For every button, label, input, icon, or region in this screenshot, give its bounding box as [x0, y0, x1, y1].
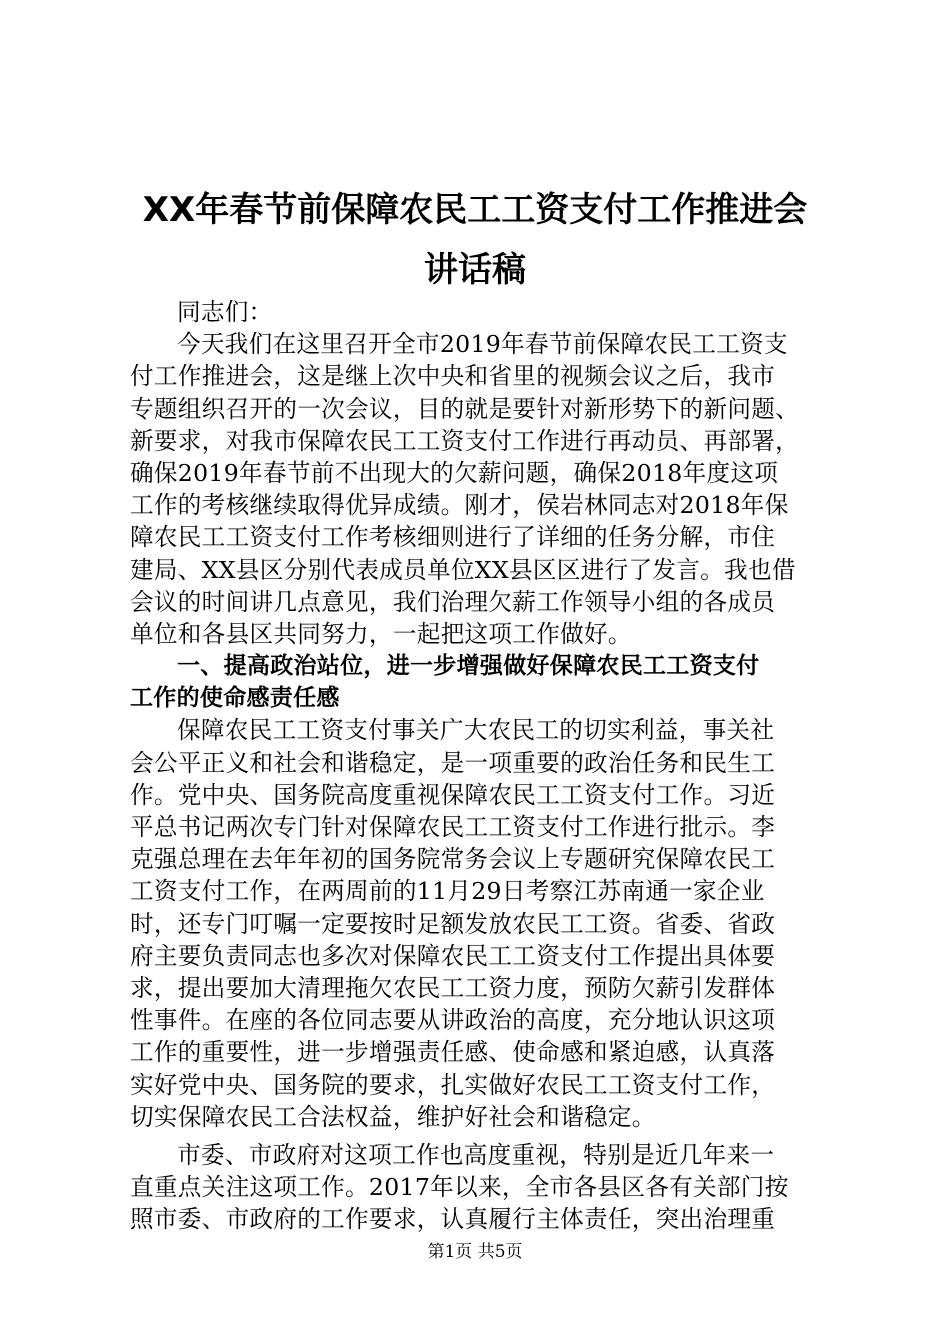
paragraph-line: 求，提出要加大清理拖欠农民工工资力度，预防欠薪引发群体 [130, 973, 776, 1002]
section-heading: 一、提高政治站位，进一步增强做好保障农民工工资支付 [177, 653, 760, 680]
paragraph-line: 建局、XX县区分别代表成员单位XX县区区进行了发言。我也借 [130, 555, 796, 584]
paragraph-line: 保障农民工工资支付事关广大农民工的切实利益，事关社 [177, 716, 775, 745]
salutation: 同志们： [177, 298, 273, 326]
paragraph-line: 新要求，对我市保障农民工工资支付工作进行再动员、再部署， [130, 426, 800, 455]
section-heading: 工作的使命感责任感 [130, 685, 340, 712]
page-number-footer: 第1页 共5页 [427, 1242, 523, 1262]
paragraph-line: 付工作推进会，这是继上次中央和省里的视频会议之后，我市 [130, 362, 776, 391]
paragraph-line: 确保2019年春节前不出现大的欠薪问题，确保2018年度这项 [130, 458, 779, 487]
paragraph-line: 直重点关注这项工作。2017年以来，全市各县区各有关部门按 [130, 1173, 789, 1202]
document-body [130, 296, 830, 1235]
document-title-line-1: XX年春节前保障农民工工资支付工作推进会 [142, 190, 808, 230]
paragraph-line: 实好党中央、国务院的要求，扎实做好农民工工资支付工作， [130, 1070, 776, 1099]
paragraph-line: 府主要负责同志也多次对保障农民工工资支付工作提出具体要 [130, 941, 776, 970]
paragraph-line: 会议的时间讲几点意见，我们治理欠薪工作领导小组的各成员 [130, 587, 776, 616]
paragraph-line: 作。党中央、国务院高度重视保障农民工工资支付工作。习近 [130, 780, 776, 809]
paragraph-line: 工作的重要性，进一步增强责任感、使命感和紧迫感，认真落 [130, 1038, 776, 1067]
paragraph-line: 障农民工工资支付工作考核细则进行了详细的任务分解，市住 [130, 523, 776, 552]
paragraph-line: 今天我们在这里召开全市2019年春节前保障农民工工资支 [177, 330, 788, 359]
paragraph-line: 会公平正义和社会和谐稳定，是一项重要的政治任务和民生工 [130, 748, 776, 777]
paragraph-line: 市委、市政府对这项工作也高度重视，特别是近几年来一 [177, 1140, 775, 1169]
paragraph-line: 工作的考核继续取得优异成绩。刚才，侯岩林同志对2018年保 [130, 491, 789, 520]
document-title-line-2: 讲话稿 [424, 250, 526, 290]
paragraph-line: 专题组织召开的一次会议，目的就是要针对新形势下的新问题、 [130, 394, 800, 423]
paragraph-line: 工资支付工作，在两周前的11月29日考察江苏南通一家企业 [130, 877, 765, 906]
paragraph-line: 克强总理在去年年初的国务院常务会议上专题研究保障农民工 [130, 845, 776, 874]
paragraph-line: 时，还专门叮嘱一定要按时足额发放农民工工资。省委、省政 [130, 909, 776, 938]
paragraph-line: 平总书记两次专门针对保障农民工工资支付工作进行批示。李 [130, 813, 776, 841]
paragraph-line: 照市委、市政府的工作要求，认真履行主体责任，突出治理重 [130, 1205, 776, 1234]
paragraph-line: 性事件。在座的各位同志要从讲政治的高度，充分地认识这项 [130, 1006, 776, 1035]
paragraph-line: 单位和各县区共同努力，一起把这项工作做好。 [130, 619, 632, 648]
paragraph-line: 切实保障农民工合法权益，维护好社会和谐稳定。 [130, 1102, 656, 1131]
